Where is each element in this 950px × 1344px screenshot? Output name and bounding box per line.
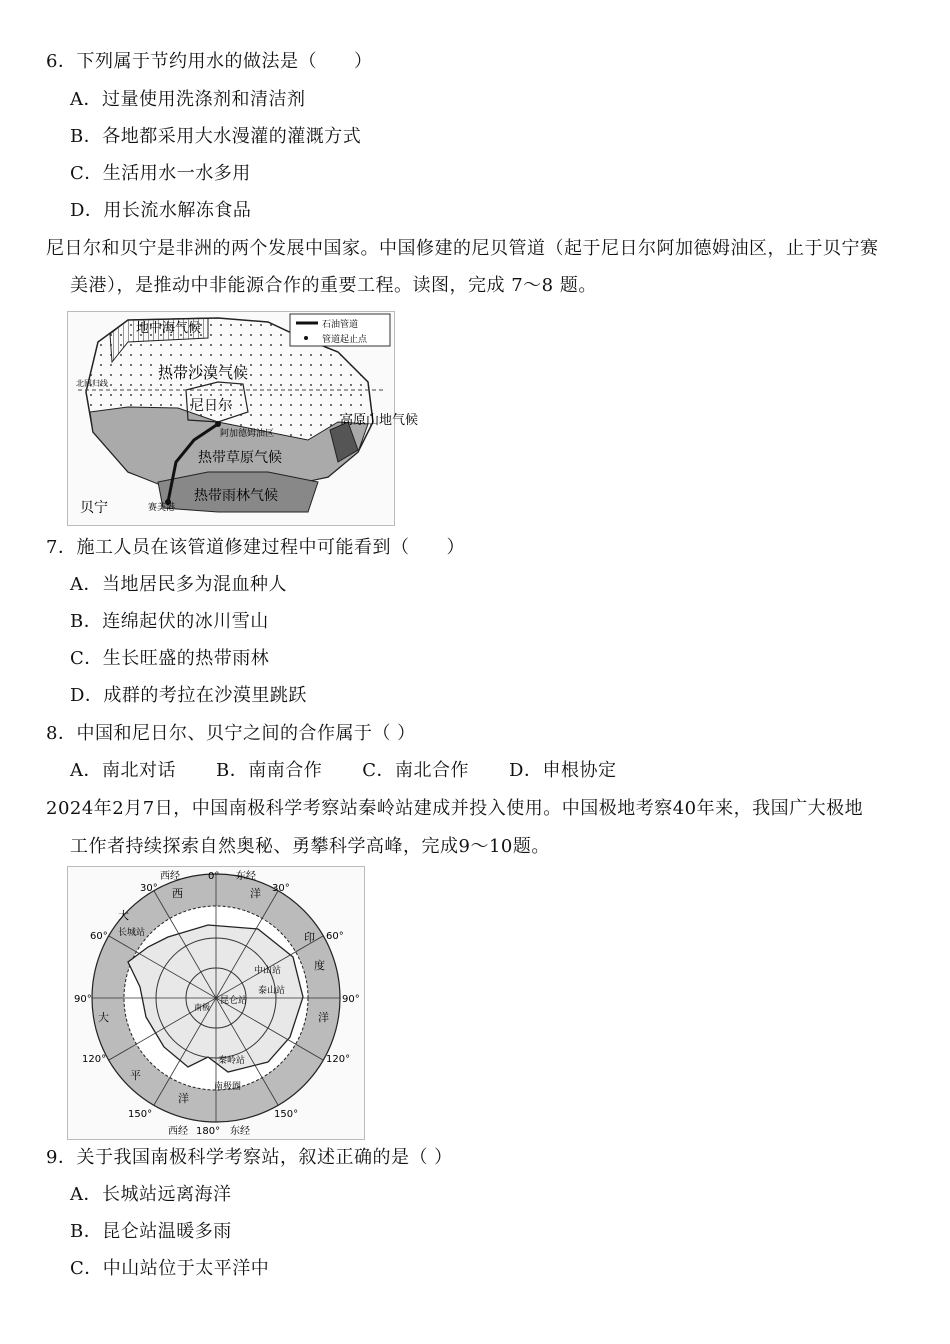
label-southpole: 南极 (194, 1003, 210, 1012)
ocean-yang-bottom: 洋 (178, 1092, 189, 1105)
bottom-east-label: 东经 (230, 1126, 250, 1137)
q9-option-a: A．长城站远离海洋 (70, 1184, 232, 1205)
station-zhongshan: 中山站 (254, 966, 282, 976)
q6-option-a: A．过量使用洗涤剂和清洁剂 (70, 89, 306, 110)
legend-pipeline-text: 石油管道 (322, 320, 359, 330)
label-mediterranean: 地中海气候 (136, 321, 202, 336)
legend-point-mark (304, 336, 308, 340)
passage2-line1: 2024年2月7日，中国南极科学考察站秦岭站建成并投入使用。中国极地考察40年来，我国广大极地 (46, 798, 864, 819)
deg150-right: 150° (274, 1109, 299, 1120)
station-taishan: 泰山站 (258, 986, 286, 996)
deg30-right-top: 30° (272, 883, 290, 894)
deg60-right: 60° (326, 931, 344, 942)
q7-option-b: B．连绵起伏的冰川雪山 (70, 611, 269, 632)
q7-option-c: C．生长旺盛的热带雨林 (70, 648, 270, 669)
ocean-ping: 平 (130, 1069, 141, 1082)
ocean-yin: 印 (304, 931, 315, 944)
station-qinling: 秦岭站 (218, 1056, 246, 1066)
passage2-line2: 工作者持续探索自然奥秘、勇攀科学高峰，完成9～10题。 (70, 836, 550, 857)
label-benin: 贝宁 (80, 500, 108, 516)
ocean-xi: 西 (172, 887, 183, 900)
ocean-du: 度 (314, 959, 325, 972)
q6-option-b: B．各地都采用大水漫灌的灌溉方式 (70, 126, 362, 147)
q8-option-c: C．南北合作 (362, 760, 470, 781)
q9-stem: 9．关于我国南极科学考察站，叙述正确的是（ ） (46, 1147, 453, 1168)
ocean-da-left: 大 (98, 1011, 109, 1024)
q7-stem: 7．施工人员在该管道修建过程中可能看到（ ） (46, 537, 465, 558)
label-savanna: 热带草原气候 (198, 450, 282, 466)
label-niger: 尼日尔 (190, 398, 232, 414)
q8-options (70, 760, 656, 782)
q6-stem: 6．下列属于节约用水的做法是（ ） (46, 51, 373, 72)
q8-option-d: D．申根协定 (509, 760, 617, 781)
label-tropic: 北回归线 (76, 379, 108, 388)
deg60-left: 60° (90, 931, 108, 942)
deg120-right: 120° (326, 1054, 351, 1065)
top-east-label: 东经 (236, 871, 256, 882)
label-agadem: 阿加德姆油区 (220, 429, 275, 439)
bottom-180-label: 180° (196, 1126, 221, 1137)
africa-climate-map (67, 311, 419, 526)
label-rainforest: 热带雨林气候 (194, 488, 278, 504)
ocean-da-top: 大 (118, 909, 129, 922)
label-desert: 热带沙漠气候 (158, 364, 249, 382)
passage1-line1: 尼日尔和贝宁是非洲的两个发展中国家。中国修建的尼贝管道（起于尼日尔阿加德姆油区，止于贝宁赛 (46, 238, 879, 259)
ocean-yang-top: 洋 (250, 887, 261, 900)
label-highland: 高原山地气候 (340, 413, 419, 428)
deg30-left-top: 30° (140, 883, 158, 894)
deg150-left: 150° (128, 1109, 153, 1120)
top-zero-label: 0° (208, 871, 220, 882)
q7-option-a: A．当地居民多为混血种人 (70, 574, 287, 595)
ocean-yang-right: 洋 (318, 1011, 329, 1024)
q6-option-c: C．生活用水一水多用 (70, 163, 251, 184)
antarctica-map (67, 866, 365, 1140)
station-changcheng: 长城站 (118, 928, 146, 938)
q8-stem: 8．中国和尼日尔、贝宁之间的合作属于（ ） (46, 723, 416, 744)
deg90-right: 90° (342, 994, 360, 1005)
label-polarcircle: 南极圈 (214, 1082, 242, 1092)
deg90-left: 90° (74, 994, 92, 1005)
bottom-west-label: 西经 (168, 1126, 188, 1137)
q6-option-d: D．用长流水解冻食品 (70, 200, 252, 221)
deg120-left: 120° (82, 1054, 107, 1065)
label-seme: 赛美港 (148, 503, 176, 513)
passage1-line2: 美港），是推动中非能源合作的重要工程。读图，完成 7～8 题。 (70, 275, 597, 296)
q8-option-b: B．南南合作 (216, 760, 323, 781)
q8-option-a: A．南北对话 (70, 760, 176, 781)
legend-point-text: 管道起止点 (322, 335, 368, 345)
q7-option-d: D．成群的考拉在沙漠里跳跃 (70, 685, 307, 706)
top-west-label: 西经 (160, 871, 180, 882)
q9-option-c: C．中山站位于太平洋中 (70, 1258, 270, 1279)
station-kunlun: 昆仑站 (220, 996, 248, 1006)
q9-option-b: B．昆仑站温暖多雨 (70, 1221, 232, 1242)
